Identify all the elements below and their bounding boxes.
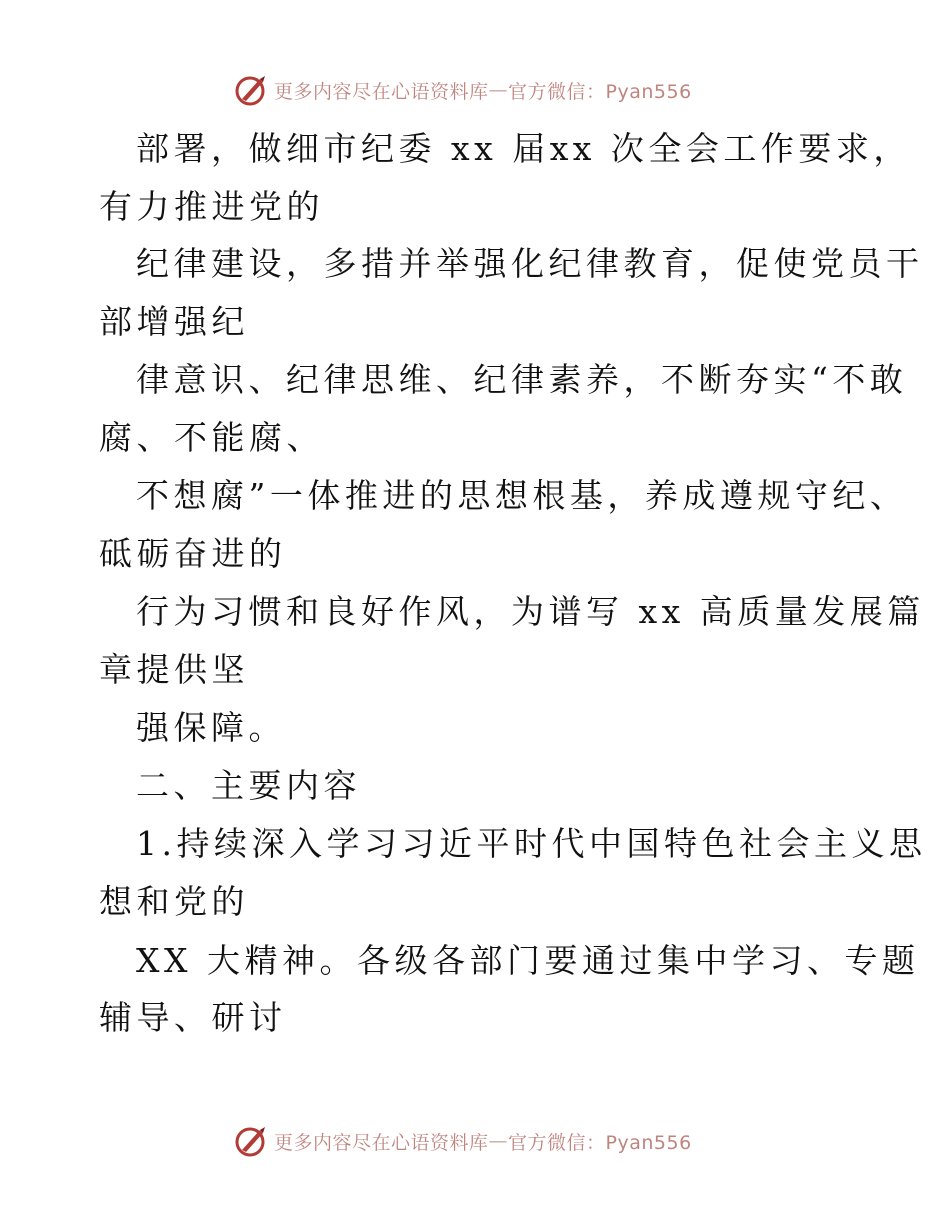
- watermark-separator: —: [488, 1130, 509, 1152]
- body-line: XX 大精神。各级各部门要通过集中学习、专题: [136, 941, 920, 980]
- body-line: 1.持续深入学习习近平时代中国特色社会主义思: [136, 824, 927, 863]
- body-line: 辅导、研讨: [99, 998, 287, 1037]
- body-line: 强保障。: [136, 708, 286, 747]
- footer-watermark: [234, 1124, 692, 1158]
- watermark-wechat-text: 官方微信：Pyan556: [508, 1131, 692, 1154]
- watermark-wechat-text: 官方微信：Pyan556: [508, 80, 692, 103]
- body-line: 腐、不能腐、: [99, 418, 324, 457]
- section-heading: 二、主要内容: [136, 766, 361, 805]
- watermark-main-text: 更多内容尽在心语资料库: [274, 1131, 489, 1154]
- body-line: 部增强纪: [99, 302, 249, 341]
- body-line: 纪律建设，多措并举强化纪律教育，促使党员干: [136, 244, 924, 283]
- quill-logo-icon: [234, 1124, 268, 1158]
- body-line: 章提供坚: [99, 650, 249, 689]
- watermark-separator: —: [488, 79, 509, 101]
- watermark-main-text: 更多内容尽在心语资料库: [274, 80, 489, 103]
- body-line: 行为习惯和良好作风，为谱写 xx 高质量发展篇: [136, 592, 925, 631]
- body-line: 部署，做细市纪委 xx 届xx 次全会工作要求，: [136, 129, 911, 168]
- body-line: 不想腐”一体推进的思想根基，养成遵规守纪、: [136, 476, 908, 515]
- body-line: 有力推进党的: [99, 187, 324, 226]
- body-line: 律意识、纪律思维、纪律素养，不断夯实“不敢: [136, 360, 908, 399]
- body-line: 砥砺奋进的: [99, 534, 287, 573]
- body-line: 想和党的: [99, 882, 249, 921]
